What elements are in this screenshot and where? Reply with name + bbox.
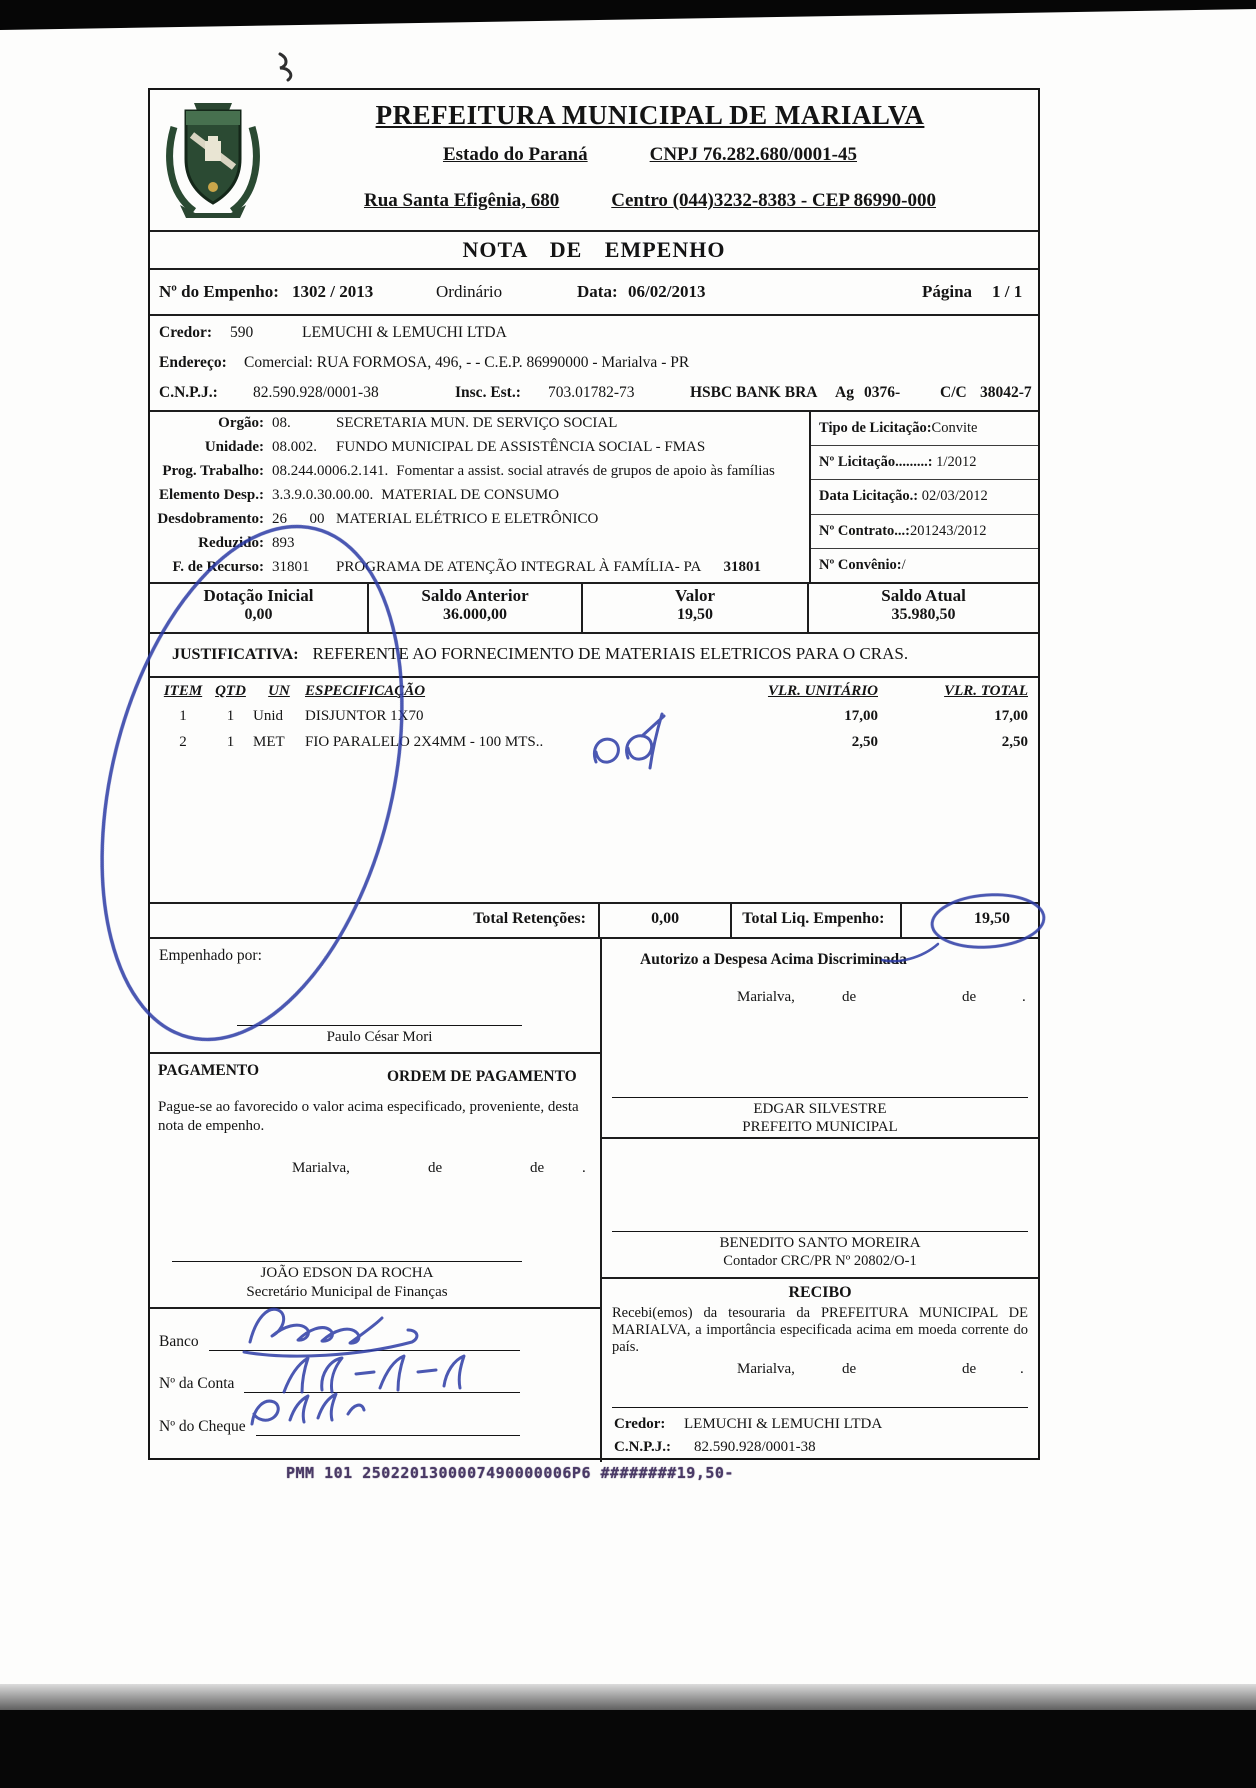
item-col-header: ITEM	[163, 683, 203, 699]
bank-name: HSBC BANK BRA	[690, 384, 818, 401]
elemento-desc: MATERIAL DE CONSUMO	[381, 487, 560, 503]
machine-print-line: PMM 101 2502201300007490000006P6 ########19,50-	[286, 1464, 734, 1482]
authorization-period: .	[1022, 989, 1026, 1005]
spec-col-header: ESPECIFICAÇÃO	[305, 683, 426, 699]
previous-balance-cell	[369, 584, 583, 632]
accountant-signature-line	[612, 1231, 1028, 1232]
item-row	[150, 708, 1038, 734]
receipt-text: Recebi(emos) da tesouraria da PREFEITURA MUNICIPAL DE MARIALVA, a importância especificada acima em moeda corrente do país.	[612, 1305, 1028, 1355]
item-unit: Unid	[253, 708, 283, 724]
receipt-box	[602, 1279, 1038, 1464]
payment-de1: de	[428, 1160, 443, 1176]
bidding-number-label: Nº Licitação.........:	[819, 454, 933, 471]
bidding-info-panel	[809, 412, 1038, 582]
fonte-recurso-code2: 31801	[723, 559, 762, 575]
agreement-number-value: /	[901, 556, 906, 573]
agency-label: Ag	[835, 384, 854, 401]
budget-classification	[150, 412, 809, 582]
cheque-row	[159, 1412, 520, 1436]
page-number: 1 / 1	[992, 282, 1023, 301]
current-balance-cell	[809, 584, 1038, 632]
receipt-period: .	[1020, 1361, 1024, 1377]
authorization-title: Autorizo a Despesa Acima Discriminada	[640, 951, 907, 968]
payment-order-box	[150, 1054, 600, 1309]
bank-details-box	[150, 1309, 600, 1464]
contract-number-label: Nº Contrato...:	[819, 522, 910, 539]
mayor-title: PREFEITO MUNICIPAL	[742, 1119, 898, 1135]
accountant-title: Contador CRC/PR Nº 20802/O-1	[723, 1253, 917, 1269]
elemento-label: Elemento Desp.:	[159, 487, 264, 503]
receipt-title: RECIBO	[788, 1284, 852, 1301]
address-extra: Centro (044)3232-8383 - CEP 86990-000	[611, 190, 937, 211]
creditor-label: Credor:	[159, 324, 213, 341]
retentions-label: Total Retenções:	[150, 904, 600, 937]
net-total-label: Total Liq. Empenho:	[732, 904, 901, 937]
receipt-cnpj-label: C.N.P.J.:	[614, 1439, 671, 1455]
header-cnpj: CNPJ 76.282.680/0001-45	[649, 144, 858, 165]
orgao-label: Orgão:	[218, 415, 264, 431]
item-quantity: 1	[226, 734, 235, 750]
payment-title: PAGAMENTO	[158, 1062, 260, 1079]
page-label: Página	[922, 282, 973, 301]
budget-row-fonte-recurso	[150, 559, 809, 583]
retentions-value: 0,00	[600, 904, 732, 937]
reduzido-label: Reduzido:	[198, 535, 264, 551]
bank-row	[159, 1327, 520, 1351]
value-header: Valor	[675, 586, 716, 605]
bidding-type-row	[811, 412, 1038, 446]
current-balance-value: 35.980,50	[891, 606, 956, 623]
bidding-date-value: 02/03/2012	[918, 488, 988, 505]
account-label: C/C	[940, 384, 967, 401]
justification-section	[150, 632, 1038, 676]
fonte-recurso-code: 31801	[272, 559, 310, 575]
budget-row-reduzido	[150, 535, 809, 559]
scan-top-black-edge	[0, 0, 1256, 30]
allocation-initial-value: 0,00	[244, 606, 273, 623]
empenho-date: 06/02/2013	[628, 282, 706, 301]
prog-trabalho-desc: Fomentar a assist. social através de grupos de apoio às famílias	[396, 463, 775, 479]
previous-balance-header: Saldo Anterior	[421, 586, 529, 605]
elemento-code: 3.3.9.0.30.00.00.	[272, 487, 374, 503]
coat-of-arms-icon	[164, 95, 262, 221]
unidade-desc: FUNDO MUNICIPAL DE ASSISTÊNCIA SOCIAL - FMAS	[336, 439, 706, 455]
receipt-de2: de	[962, 1361, 977, 1377]
account-fill-line	[244, 1369, 520, 1393]
finance-secretary-title: Secretário Municipal de Finanças	[246, 1284, 448, 1300]
reduzido-code: 893	[272, 535, 295, 551]
finance-secretary-signature-line	[172, 1261, 522, 1262]
justification-label: JUSTIFICATIVA:	[172, 646, 299, 663]
empenho-number: 1302 / 2013	[292, 282, 374, 301]
item-description: DISJUNTOR 1X70	[305, 708, 424, 724]
item-description: FIO PARALELO 2X4MM - 100 MTS..	[305, 734, 544, 750]
authorization-box	[602, 939, 1038, 1139]
empenho-type: Ordinário	[436, 282, 503, 301]
unit-price-col-header: VLR. UNITÁRIO	[767, 683, 878, 699]
finance-secretary-name: JOÃO EDSON DA ROCHA	[260, 1265, 434, 1281]
payment-city: Marialva,	[292, 1160, 350, 1176]
item-total-price: 17,00	[994, 708, 1028, 724]
creditor-cnpj-label: C.N.P.J.:	[159, 384, 218, 401]
nota-de-empenho-form	[148, 88, 1040, 1460]
previous-balance-value: 36.000,00	[443, 606, 508, 623]
budget-row-prog-trabalho	[150, 463, 809, 487]
unidade-code: 08.002.	[272, 439, 317, 455]
desdobramento-label: Desdobramento:	[157, 511, 264, 527]
bidding-date-row	[811, 480, 1038, 514]
authorization-de2: de	[962, 989, 977, 1005]
receipt-city: Marialva,	[737, 1361, 795, 1377]
items-header-row	[150, 678, 1038, 700]
agreement-number-row	[811, 549, 1038, 582]
empenho-number-row	[150, 268, 1038, 314]
document-title-band	[150, 230, 1038, 268]
pen-mark-top	[280, 54, 291, 80]
fonte-recurso-desc: PROGRAMA DE ATENÇÃO INTEGRAL À FAMÍLIA- PA	[336, 559, 702, 575]
item-number: 2	[179, 734, 187, 750]
left-signature-column	[150, 939, 602, 1462]
current-balance-header: Saldo Atual	[881, 586, 966, 605]
bank-fill-line	[209, 1327, 520, 1351]
value-cell	[583, 584, 809, 632]
form-header	[150, 90, 1038, 230]
bidding-type-value: Convite	[931, 420, 978, 436]
receipt-creditor-label: Credor:	[614, 1416, 666, 1432]
empenho-date-label: Data:	[577, 282, 618, 301]
scan-bottom-black-edge	[0, 1710, 1256, 1788]
unit-col-header: UN	[268, 683, 290, 699]
payment-order-title: ORDEM DE PAGAMENTO	[387, 1068, 577, 1085]
item-unit-price: 2,50	[851, 734, 878, 750]
receipt-creditor-name: LEMUCHI & LEMUCHI LTDA	[684, 1416, 883, 1432]
authorization-city: Marialva,	[737, 989, 795, 1005]
committed-by-signer-name: Paulo César Mori	[326, 1029, 433, 1045]
items-section	[150, 676, 1038, 902]
unidade-label: Unidade:	[204, 439, 264, 455]
totals-row	[150, 902, 1038, 937]
allocation-table	[150, 582, 1038, 632]
item-row	[150, 734, 1038, 760]
net-total-value: 19,50	[974, 910, 1011, 927]
item-quantity: 1	[226, 708, 235, 724]
address-label: Endereço:	[159, 354, 227, 371]
budget-row-desdobramento	[150, 511, 809, 535]
item-unit-price: 17,00	[844, 708, 878, 724]
committed-by-label: Empenhado por:	[159, 947, 262, 964]
payment-order-text: Pague-se ao favorecido o valor acima especificado, proveniente, desta nota de empenho.	[158, 1099, 579, 1134]
value-value: 19,50	[677, 606, 714, 623]
account-row	[159, 1369, 520, 1393]
total-price-col-header: VLR. TOTAL	[944, 683, 1028, 699]
budget-section	[150, 410, 1038, 582]
bidding-number-value: 1/2012	[932, 454, 977, 471]
payment-de2: de	[530, 1160, 545, 1176]
accountant-name: BENEDITO SANTO MOREIRA	[719, 1235, 921, 1251]
creditor-cnpj: 82.590.928/0001-38	[253, 384, 379, 401]
agreement-number-label: Nº Convênio:	[819, 556, 902, 573]
mayor-name: EDGAR SILVESTRE	[753, 1101, 887, 1117]
creditor-name: LEMUCHI & LEMUCHI LTDA	[302, 324, 507, 341]
bidding-date-label: Data Licitação.:	[819, 488, 919, 505]
creditor-code: 590	[230, 324, 254, 341]
street-address: Rua Santa Efigênia, 680	[363, 190, 560, 211]
budget-row-elemento	[150, 487, 809, 511]
authorization-de1: de	[842, 989, 857, 1005]
bidding-number-row	[811, 446, 1038, 480]
prog-trabalho-code: 08.244.0006.2.141.	[272, 463, 389, 479]
document-title: NOTA DE EMPENHO	[462, 237, 726, 262]
orgao-desc: SECRETARIA MUN. DE SERVIÇO SOCIAL	[336, 415, 618, 431]
cheque-fill-line	[256, 1412, 520, 1436]
mayor-signature-line	[612, 1097, 1028, 1098]
allocation-initial-header: Dotação Inicial	[203, 586, 314, 605]
contract-number-value: 201243/2012	[910, 522, 987, 539]
state-label: Estado do Paraná	[442, 144, 588, 165]
budget-row-orgao	[150, 415, 809, 439]
qty-col-header: QTD	[215, 683, 246, 699]
agency-number: 0376-	[864, 384, 901, 401]
orgao-code: 08.	[272, 415, 291, 431]
state-registration-label: Insc. Est.:	[455, 384, 521, 401]
municipality-title: PREFEITURA MUNICIPAL DE MARIALVA	[375, 100, 925, 130]
coat-of-arms-logo	[164, 95, 262, 221]
bank-label: Banco	[159, 1333, 199, 1350]
desdobramento-desc: MATERIAL ELÉTRICO E ELETRÔNICO	[336, 511, 599, 527]
budget-row-unidade	[150, 439, 809, 463]
state-registration: 703.01782-73	[548, 384, 635, 401]
signatures-section	[150, 937, 1038, 1462]
empenho-number-label: Nº do Empenho:	[159, 282, 279, 301]
account-number-label: Nº da Conta	[159, 1375, 235, 1392]
committed-by-box	[150, 939, 600, 1054]
desdobramento-code: 26 00	[272, 511, 325, 527]
allocation-initial-cell	[150, 584, 369, 632]
item-number: 1	[179, 708, 187, 724]
prog-trabalho-label: Prog. Trabalho:	[162, 463, 264, 479]
receipt-de1: de	[842, 1361, 857, 1377]
item-unit: MET	[253, 734, 285, 750]
receiver-signature-line	[612, 1407, 1028, 1408]
creditor-section	[150, 314, 1038, 410]
creditor-address: Comercial: RUA FORMOSA, 496, - - C.E.P. 86990000 - Marialva - PR	[244, 354, 690, 371]
committed-by-signature-line	[237, 1025, 522, 1026]
bidding-type-label: Tipo de Licitação:	[819, 420, 932, 436]
payment-period: .	[582, 1160, 586, 1176]
cheque-number-label: Nº do Cheque	[159, 1418, 246, 1435]
account-number: 38042-7	[980, 384, 1032, 401]
contract-number-row	[811, 515, 1038, 549]
accountant-box	[602, 1139, 1038, 1279]
item-total-price: 2,50	[1001, 734, 1028, 750]
right-signature-column	[602, 939, 1038, 1462]
fonte-recurso-label: F. de Recurso:	[172, 559, 264, 575]
justification-text: REFERENTE AO FORNECIMENTO DE MATERIAIS ELETRICOS PARA O CRAS.	[312, 644, 909, 663]
scan-bottom-gray-edge	[0, 1684, 1256, 1712]
receipt-cnpj-value: 82.590.928/0001-38	[694, 1439, 816, 1455]
